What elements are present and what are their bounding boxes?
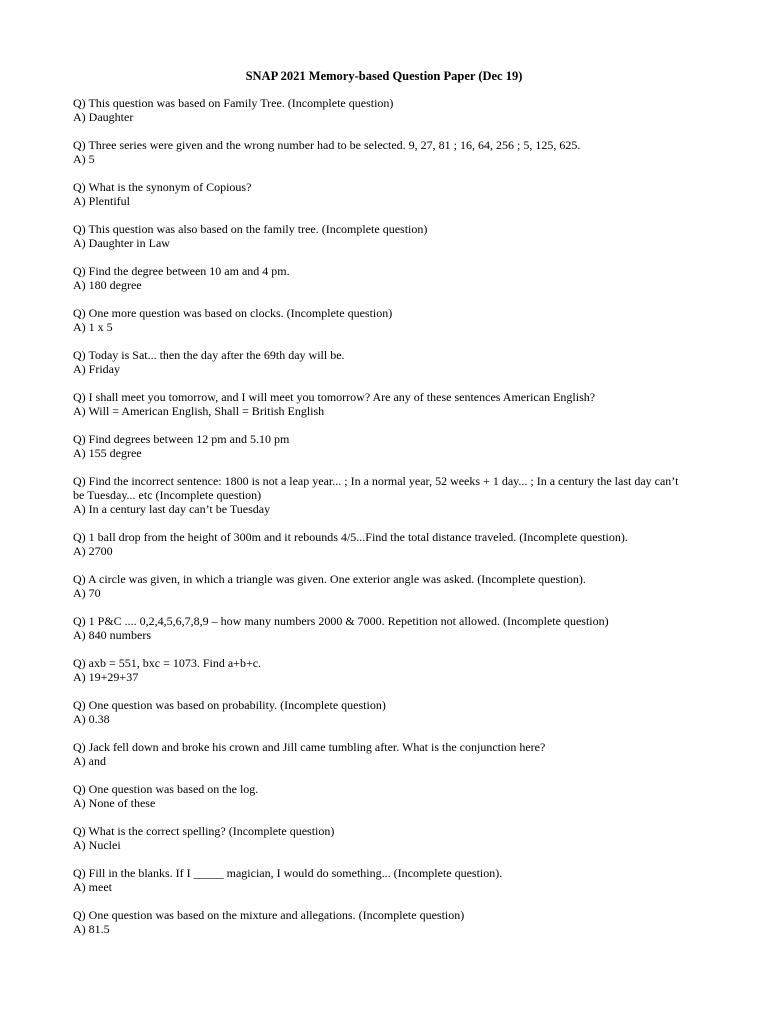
- answer-text: A) 180 degree: [73, 278, 142, 292]
- question-item: [73, 96, 688, 124]
- answer-text: A) 0.38: [73, 712, 110, 726]
- answer-text: A) 155 degree: [73, 446, 142, 460]
- answer-text: A) Nuclei: [73, 838, 121, 852]
- answer-text: A) 1 x 5: [73, 320, 113, 334]
- answer-text: A) Will = American English, Shall = British English: [73, 404, 325, 418]
- question-item: [73, 390, 688, 418]
- answer-text: A) 5: [73, 152, 95, 166]
- question-text: Q) Jack fell down and broke his crown and Jill came tumbling after. What is the conjunction here?: [73, 740, 546, 754]
- answer-text: A) Plentiful: [73, 194, 130, 208]
- question-text: Q) One more question was based on clocks. (Incomplete question): [73, 306, 393, 320]
- question-item: [73, 572, 688, 600]
- question-text: Q) One question was based on probability. (Incomplete question): [73, 698, 386, 712]
- question-item: [73, 222, 688, 250]
- answer-text: A) 81.5: [73, 922, 110, 936]
- question-item: [73, 656, 688, 684]
- question-item: [73, 530, 688, 558]
- answer-text: A) Friday: [73, 362, 120, 376]
- question-item: [73, 348, 688, 376]
- question-text: Q) Three series were given and the wrong number had to be selected. 9, 27, 81 ; 16, 64, 256 ; 5, 125, 625.: [73, 138, 581, 152]
- question-text: Q) Find degrees between 12 pm and 5.10 pm: [73, 432, 290, 446]
- answer-text: A) 19+29+37: [73, 670, 139, 684]
- question-text: Q) This question was based on Family Tree. (Incomplete question): [73, 96, 394, 110]
- question-item: [73, 866, 688, 894]
- question-text: Q) Find the degree between 10 am and 4 pm.: [73, 264, 290, 278]
- question-item: [73, 264, 688, 292]
- question-text: Q) What is the synonym of Copious?: [73, 180, 252, 194]
- question-text: Q) I shall meet you tomorrow, and I will meet you tomorrow? Are any of these sentences American English?: [73, 390, 596, 404]
- question-item: [73, 824, 688, 852]
- question-item: [73, 614, 688, 642]
- question-item: [73, 740, 688, 768]
- question-text: Q) axb = 551, bxc = 1073. Find a+b+c.: [73, 656, 262, 670]
- question-text: Q) Today is Sat... then the day after the 69th day will be.: [73, 348, 345, 362]
- question-text: Q) Find the incorrect sentence: 1800 is not a leap year... ; In a normal year, 52 weeks + 1 day... ; In a century the last day can’t be Tuesday... etc (Incomplete question): [73, 474, 679, 502]
- answer-text: A) 70: [73, 586, 101, 600]
- question-text: Q) A circle was given, in which a triangle was given. One exterior angle was asked. (Incomplete question).: [73, 572, 586, 586]
- question-text: Q) One question was based on the log.: [73, 782, 259, 796]
- answer-text: A) meet: [73, 880, 112, 894]
- question-item: [73, 432, 688, 460]
- answer-text: A) 840 numbers: [73, 628, 151, 642]
- document-title: SNAP 2021 Memory-based Question Paper (Dec 19): [245, 69, 523, 83]
- answer-text: A) and: [73, 754, 106, 768]
- question-item: [73, 908, 688, 936]
- question-item: [73, 180, 688, 208]
- question-text: Q) 1 P&C .... 0,2,4,5,6,7,8,9 – how many numbers 2000 & 7000. Repetition not allowed. (Incomplete question): [73, 614, 609, 628]
- question-item: [73, 138, 688, 166]
- question-text: Q) What is the correct spelling? (Incomplete question): [73, 824, 335, 838]
- question-item: [73, 782, 688, 810]
- answer-text: A) In a century last day can’t be Tuesday: [73, 502, 271, 516]
- question-text: Q) Fill in the blanks. If I _____ magician, I would do something... (Incomplete question).: [73, 866, 503, 880]
- answer-text: A) Daughter: [73, 110, 134, 124]
- question-text: Q) This question was also based on the family tree. (Incomplete question): [73, 222, 428, 236]
- answer-text: A) Daughter in Law: [73, 236, 170, 250]
- question-list: [73, 96, 688, 950]
- question-text: Q) One question was based on the mixture and allegations. (Incomplete question): [73, 908, 465, 922]
- answer-text: A) 2700: [73, 544, 113, 558]
- question-item: [73, 306, 688, 334]
- question-item: [73, 474, 688, 516]
- question-item: [73, 698, 688, 726]
- question-text: Q) 1 ball drop from the height of 300m and it rebounds 4/5...Find the total distance traveled. (Incomplete question).: [73, 530, 628, 544]
- answer-text: A) None of these: [73, 796, 156, 810]
